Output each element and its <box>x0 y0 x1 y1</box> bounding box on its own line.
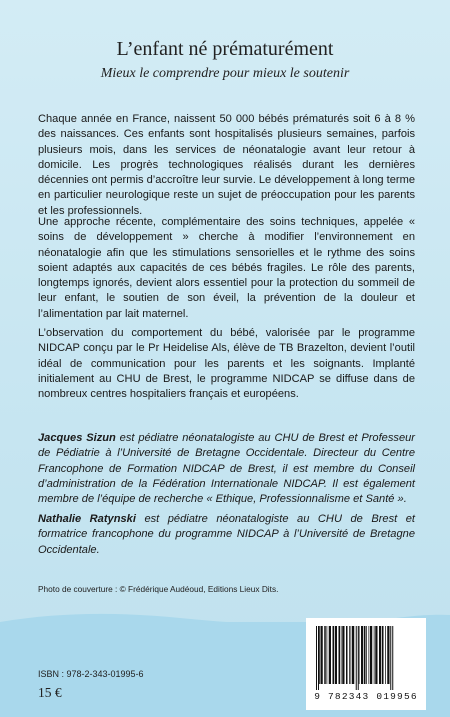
summary-paragraph: Chaque année en France, naissent 50 000 bébés prématurés soit 6 à 8 % des naissances. Ces enfants sont hospitalisés plusieurs semaines, parfois plusieurs mois, dans les services de néonatalogie avant leur retour à domicile. Les progrès technologiques réalisés durant les dernières décennies ont permis d’accroître leur survie. Le développement à long terme en particulier neurologique reste un sujet de préoccupation pour les parents et les professionnels. <box>38 113 415 217</box>
barcode-bars <box>312 626 420 690</box>
book-subtitle: Mieux le comprendre pour mieux le soutenir <box>100 66 350 81</box>
price-label: 15 € <box>38 685 62 700</box>
author-name: Jacques Sizun <box>38 432 116 444</box>
barcode-digits: 9 782343 019956 <box>314 691 418 702</box>
author-bio-text: est pédiatre néonatalogiste au CHU de Brest et Professeur de Pédiatrie à l’Université de Bretagne Occidentale. Directeur du Centre Francophone de Formation NIDCAP de Brest, il est membre du Conseil d’administration de la Fédération Internationale NIDCAP. Il est également membre de l’équipe de recherche « Ethique, Professionnalisme et Santé ». <box>38 432 415 506</box>
summary-paragraph: Une approche récente, complémentaire des soins techniques, appelée « soins de développement » cherche à modifier l’environnement en néonatalogie afin que les stimulations sensorielles et le rythme des soins soient adaptés aux capacités de ces bébés fragiles. Le rôle des parents, longtemps ignorés, devient alors essentiel pour la protection du sommeil de leur enfant, le soutien de son éveil, la prévention de la douleur et l’alimentation par lait maternel. <box>38 216 415 320</box>
summary-paragraph: L’observation du comportement du bébé, valorisée par le programme NIDCAP conçu par le Pr Heidelise Als, élève de TB Brazelton, devient l’outil idéal de communication pour les parents et les soignants. Implanté initialement au CHU de Brest, le programme NIDCAP se diffuse dans de nombreux centres hospitaliers français et européens. <box>38 327 415 401</box>
author-name: Nathalie Ratynski <box>38 513 136 525</box>
barcode <box>306 618 426 710</box>
author-bio <box>38 431 415 507</box>
isbn-label: ISBN : 978-2-343-01995-6 <box>38 669 144 679</box>
author-bio <box>38 512 415 558</box>
photo-credit: Photo de couverture : © Frédérique Audéoud, Editions Lieux Dits. <box>38 584 279 594</box>
author-bio-text: est pédiatre néonatalogiste au CHU de Brest et formatrice francophone du programme NIDCAP à l’Université de Bretagne Occidentale. <box>38 513 415 556</box>
book-title: L’enfant né prématurément <box>116 38 334 60</box>
